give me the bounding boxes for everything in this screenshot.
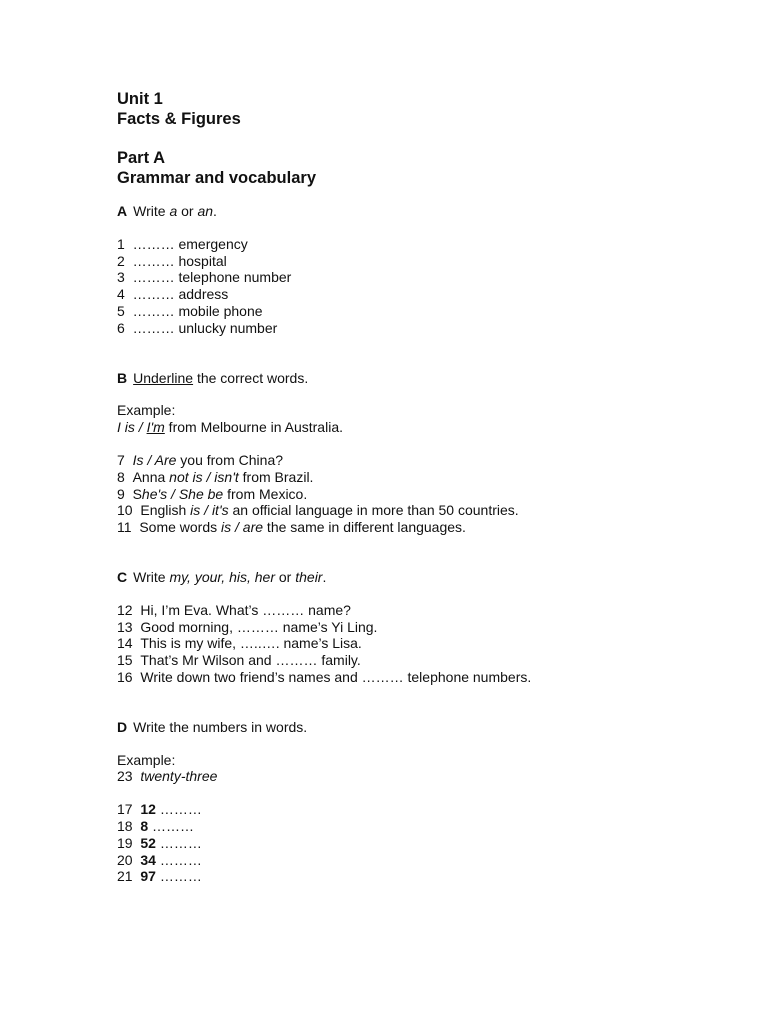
example-label: Example: — [117, 751, 176, 768]
item-number: 8 — [117, 468, 125, 485]
answer-blank: ……… — [159, 834, 202, 851]
item-number: 16 — [117, 668, 133, 685]
example-word: twenty-three — [140, 768, 218, 785]
item-value: 52 — [140, 834, 156, 851]
section-c-letter: C — [117, 568, 128, 585]
answer-blank: ……… — [132, 252, 175, 269]
item-number: 17 — [117, 801, 133, 818]
example-option: I is / — [117, 419, 147, 436]
item-text: emergency — [178, 235, 248, 252]
example-correct-option: I'm — [146, 419, 165, 436]
list-item — [117, 269, 737, 286]
item-number: 5 — [117, 302, 125, 319]
item-text: an official language in more than 50 countries. — [228, 502, 519, 519]
list-item — [117, 452, 737, 469]
section-d-example — [117, 752, 737, 786]
worksheet-page — [117, 89, 737, 885]
item-number: 2 — [117, 252, 125, 269]
item-number: 21 — [117, 868, 133, 885]
example-sentence — [117, 419, 737, 436]
item-text: from Mexico. — [223, 485, 308, 502]
item-number: 1 — [117, 235, 125, 252]
list-item — [117, 652, 737, 669]
item-text: S — [132, 485, 142, 502]
list-item — [117, 303, 737, 320]
item-number: 11 — [117, 519, 132, 536]
item-value: 8 — [140, 817, 149, 834]
item-text: the same in different languages. — [263, 519, 466, 536]
section-d-list — [117, 801, 737, 885]
item-number: 19 — [117, 834, 133, 851]
answer-blank: ……… — [132, 302, 175, 319]
item-text: English — [140, 502, 191, 519]
answer-blank: ……… — [132, 286, 175, 303]
list-item — [117, 852, 737, 869]
item-options: he's / She be — [141, 485, 224, 502]
item-options: is / are — [221, 519, 264, 536]
item-text: address — [178, 286, 229, 303]
item-text: Some words — [139, 519, 222, 536]
section-c-list — [117, 602, 737, 686]
list-item — [117, 286, 737, 303]
instruction-words: my, your, his, her — [169, 568, 275, 585]
answer-blank: ……… — [159, 851, 202, 868]
item-text: from Brazil. — [238, 468, 314, 485]
example-text: from Melbourne in Australia. — [164, 419, 343, 436]
instruction-word-an: an — [197, 203, 214, 219]
list-item — [117, 635, 737, 652]
part-title: Grammar and vocabulary — [117, 169, 316, 187]
list-item — [117, 236, 737, 253]
example-sentence — [117, 768, 737, 785]
item-text: Write down two friend’s names and ……… telephone numbers. — [140, 668, 532, 685]
example-number: 23 — [117, 768, 133, 785]
instruction-text: the correct words. — [193, 369, 309, 386]
item-options: not is / isn't — [169, 468, 239, 485]
section-b-list — [117, 452, 737, 536]
item-number: 12 — [117, 601, 133, 618]
item-number: 20 — [117, 851, 133, 868]
list-item — [117, 602, 737, 619]
list-item — [117, 801, 737, 818]
instruction-text: Write — [133, 203, 170, 219]
list-item — [117, 835, 737, 852]
list-item — [117, 619, 737, 636]
item-text: Hi, I’m Eva. What’s ……… name? — [140, 601, 351, 618]
section-d-letter: D — [117, 718, 128, 735]
section-b-example — [117, 402, 737, 436]
item-value: 34 — [140, 851, 156, 868]
answer-blank: ……… — [132, 319, 175, 336]
item-number: 15 — [117, 652, 133, 669]
section-b-instruction — [117, 370, 737, 387]
list-item — [117, 320, 737, 337]
item-text: you from China? — [176, 451, 284, 468]
item-number: 13 — [117, 618, 133, 635]
item-number: 6 — [117, 319, 125, 336]
item-text: hospital — [178, 252, 227, 269]
item-number: 14 — [117, 635, 133, 652]
instruction-word-their: their — [295, 568, 323, 585]
answer-blank: ……… — [152, 817, 195, 834]
answer-blank: ……… — [159, 868, 202, 885]
unit-title: Facts & Figures — [117, 110, 241, 128]
item-number: 9 — [117, 485, 125, 502]
item-number: 7 — [117, 451, 125, 468]
item-options: is / it's — [190, 502, 229, 519]
item-text: unlucky number — [178, 319, 278, 336]
section-a-letter: A — [117, 203, 128, 219]
item-text: That’s Mr Wilson and ……… family. — [140, 652, 361, 669]
item-options: Is / Are — [132, 451, 177, 468]
section-c-instruction — [117, 569, 737, 586]
instruction-text: . — [322, 568, 327, 585]
part-label: Part A — [117, 149, 165, 167]
list-item — [117, 818, 737, 835]
answer-blank: ……… — [159, 801, 202, 818]
instruction-text: Write the numbers in words. — [133, 718, 308, 735]
list-item — [117, 253, 737, 270]
item-value: 12 — [140, 801, 156, 818]
answer-blank: ……… — [132, 269, 175, 286]
list-item — [117, 502, 737, 519]
section-a-list — [117, 236, 737, 337]
section-b-letter: B — [117, 369, 128, 386]
list-item — [117, 519, 737, 536]
instruction-text: or — [177, 203, 198, 219]
item-text: This is my wife, …..…. name’s Lisa. — [140, 635, 362, 652]
instruction-word-a: a — [169, 203, 178, 219]
example-label: Example: — [117, 402, 176, 419]
item-number: 3 — [117, 269, 125, 286]
item-number: 18 — [117, 817, 133, 834]
item-text: telephone number — [178, 269, 292, 286]
item-text: Anna — [132, 468, 170, 485]
instruction-text: or — [275, 568, 296, 585]
list-item — [117, 486, 737, 503]
item-number: 4 — [117, 286, 125, 303]
unit-number: Unit 1 — [117, 90, 163, 108]
item-number: 10 — [117, 502, 133, 519]
instruction-text: Write — [133, 568, 170, 585]
item-text: Good morning, ……… name’s Yi Ling. — [140, 618, 378, 635]
answer-blank: ……… — [132, 235, 175, 252]
section-a-instruction — [117, 203, 737, 220]
instruction-underlined-word: Underline — [133, 369, 194, 386]
section-d-instruction — [117, 719, 737, 736]
list-item — [117, 868, 737, 885]
list-item — [117, 669, 737, 686]
list-item — [117, 469, 737, 486]
item-text: mobile phone — [178, 302, 263, 319]
item-value: 97 — [140, 868, 156, 885]
instruction-text: . — [213, 203, 217, 219]
